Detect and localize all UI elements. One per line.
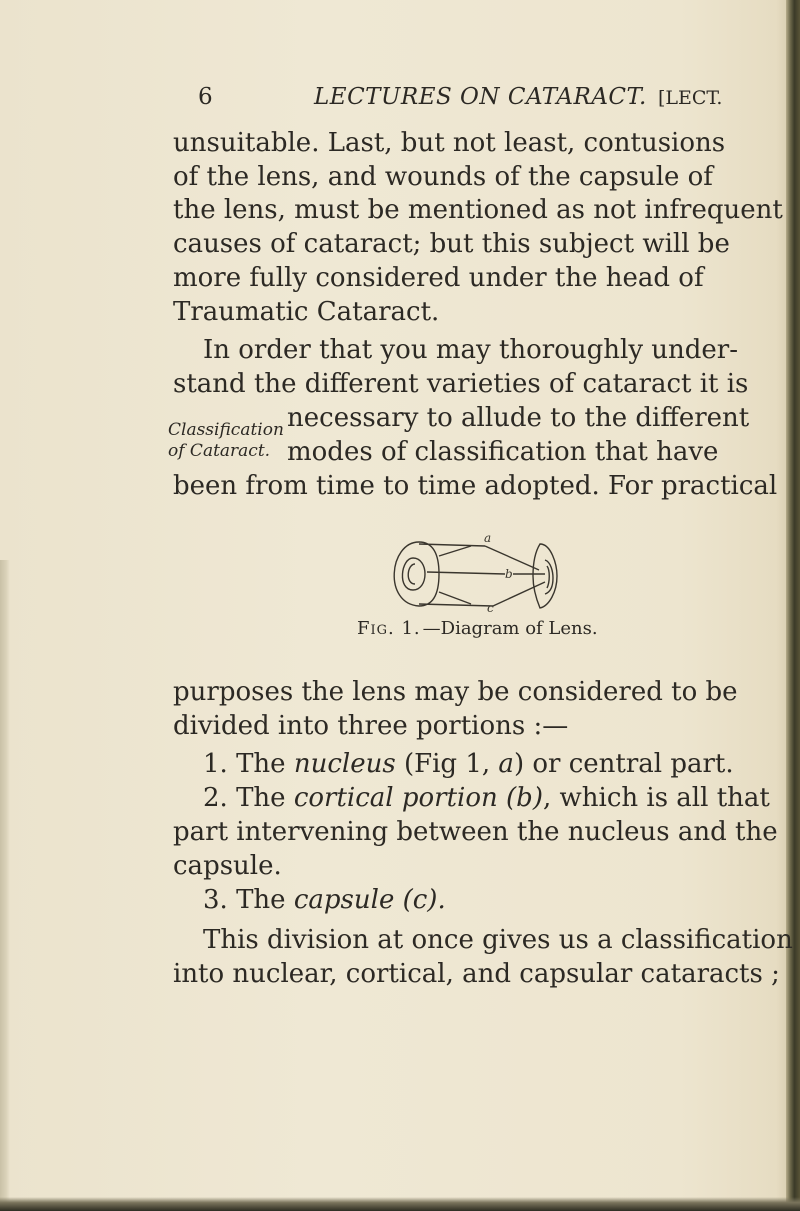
figure-label-a: a <box>484 534 492 545</box>
list-item-2 <box>203 781 770 815</box>
margin-note-line: Classification <box>168 420 284 440</box>
lens-right-layer-inner <box>547 566 549 588</box>
text-line: into nuclear, cortical, and capsular cataracts ; <box>173 959 780 989</box>
figure-caption-number: Fig. 1. <box>357 618 421 639</box>
pointer-line-a <box>419 544 485 546</box>
term-nucleus: nucleus <box>293 749 396 779</box>
figure-caption-text: —Diagram of Lens. <box>422 618 598 639</box>
section-label: [LECT. <box>658 87 723 109</box>
figure-reference-letter: (c). <box>402 885 446 915</box>
list-lead: The <box>236 749 286 779</box>
text-line: purposes the lens may be considered to be <box>173 677 738 707</box>
lens-diagram-svg <box>375 534 575 614</box>
list-text: ) or central part. <box>513 749 734 779</box>
list-lead: The <box>236 885 286 915</box>
page-number: 6 <box>198 84 213 110</box>
figure-caption <box>357 618 598 639</box>
page-edge-bottom <box>0 1197 800 1211</box>
pointer-line-c <box>419 604 493 606</box>
figure-label-b: b <box>505 567 513 581</box>
text-line: modes of classification that have <box>287 437 719 467</box>
figure-reference-letter: a <box>498 749 514 779</box>
text-line: stand the different varieties of cataract it is <box>173 369 749 399</box>
figure-reference-letter: (b) <box>506 783 543 813</box>
list-number: 2. <box>203 783 228 813</box>
text-line: capsule. <box>173 851 282 881</box>
lens-left-outline <box>394 542 439 606</box>
text-line: Traumatic Cataract. <box>173 297 440 327</box>
text-line: more fully considered under the head of <box>173 263 704 293</box>
list-item-3 <box>203 883 446 917</box>
text-line: of the lens, and wounds of the capsule of <box>173 162 713 192</box>
lens-left-nucleus <box>402 558 425 590</box>
page-edge-right <box>786 0 800 1211</box>
pointer-connector-top <box>439 546 471 556</box>
lens-diagram <box>375 534 575 614</box>
term-capsule: capsule <box>293 885 395 915</box>
list-item-1 <box>203 747 734 781</box>
running-title: LECTURES ON CATARACT. <box>314 84 647 110</box>
text-line: divided into three portions :— <box>173 711 569 741</box>
list-text: , which is all that <box>542 783 770 813</box>
list-number: 3. <box>203 885 228 915</box>
text-line: necessary to allude to the different <box>287 403 750 433</box>
running-header <box>198 84 723 114</box>
lens-left-nucleus-inner <box>408 564 415 584</box>
text-line: been from time to time adopted. For practical <box>173 471 778 501</box>
margin-note-line: of Cataract. <box>168 441 271 461</box>
text-line: In order that you may thoroughly under- <box>203 335 739 365</box>
pointer-connector-bottom <box>439 592 471 604</box>
figure-reference: (Fig 1, <box>403 749 491 779</box>
term-cortical-portion: cortical portion <box>293 783 498 813</box>
text-line: unsuitable. Last, but not least, contusions <box>173 128 726 158</box>
list-lead: The <box>236 783 286 813</box>
page-shadow-left <box>0 560 10 1211</box>
text-line: the lens, must be mentioned as not infrequent <box>173 195 783 225</box>
text-line: causes of cataract; but this subject will be <box>173 229 730 259</box>
text-line: part intervening between the nucleus and the <box>173 817 778 847</box>
list-number: 1. <box>203 749 228 779</box>
figure-label-c: c <box>487 601 494 614</box>
text-line: This division at once gives us a classification <box>203 925 793 955</box>
